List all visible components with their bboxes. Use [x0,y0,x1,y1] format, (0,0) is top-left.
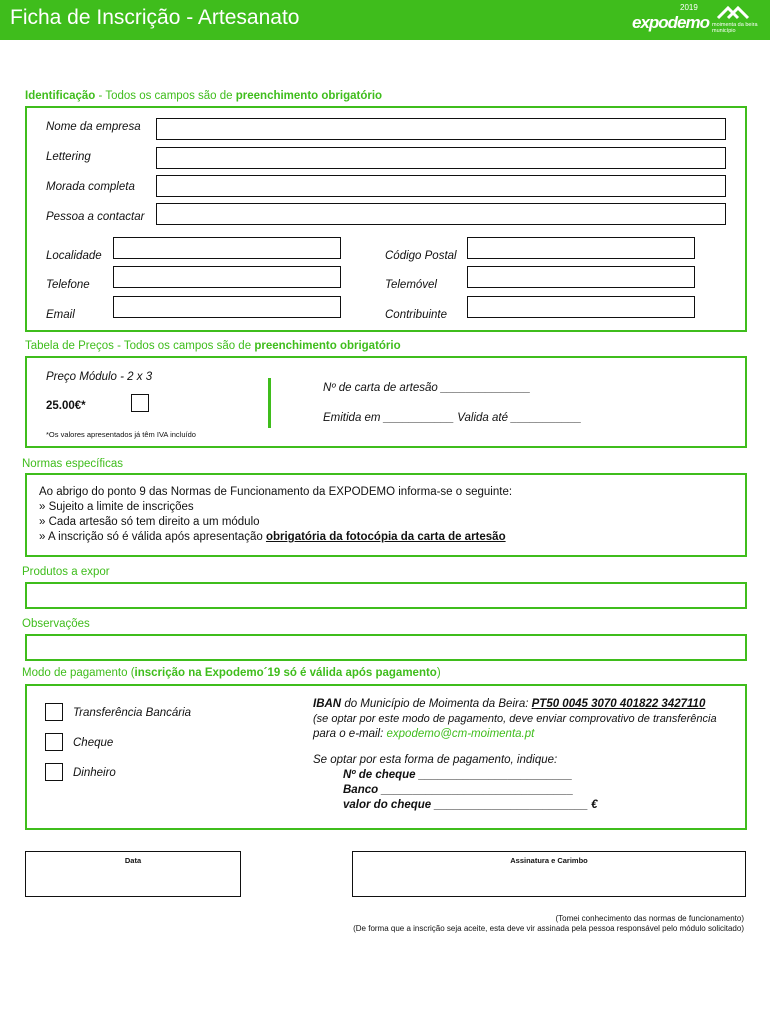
dinheiro-checkbox[interactable] [45,763,63,781]
label-telefone: Telefone [46,279,90,291]
expodemo-logo [632,3,710,38]
logo-year: 2019 [680,3,698,12]
label-codigo-postal: Código Postal [385,250,457,262]
logo-partner: moimenta da beira município [712,22,758,34]
cheque-label: Cheque [73,737,114,749]
label-lettering: Lettering [46,151,91,163]
localidade-field[interactable] [113,237,341,259]
email-line: para o e-mail: expodemo@cm-moimenta.pt [313,728,535,740]
payment-details [313,697,743,813]
transfer-note: (se optar por este modo de pagamento, deve enviar comprovativo de transferência [313,713,717,725]
emitida-label: Emitida em ___________ Valida até ___________ [323,412,582,424]
municipio-logo [708,4,764,38]
contribuinte-field[interactable] [467,296,695,318]
label-telemovel: Telemóvel [385,279,437,291]
dinheiro-label: Dinheiro [73,767,116,779]
normas-item-1: » Sujeito a limite de inscrições [39,501,194,513]
transferencia-checkbox[interactable] [45,703,63,721]
banco-line: Banco ______________________________ [343,784,574,796]
precos-divider [268,378,271,428]
transferencia-label: Transferência Bancária [73,707,192,719]
lettering-field[interactable] [156,147,726,169]
label-nome-empresa: Nome da empresa [46,121,141,133]
morada-field[interactable] [156,175,726,197]
nome-empresa-field[interactable] [156,118,726,140]
footer-line-1: (Tomei conhecimento das normas de funcionamento) [555,914,744,923]
observacoes-field[interactable] [25,634,747,661]
observacoes-title: Observações [22,618,90,630]
label-contribuinte: Contribuinte [385,309,448,321]
carta-artesao-label: Nº de carta de artesão ______________ [323,382,531,394]
email-link[interactable]: expodemo@cm-moimenta.pt [386,728,535,740]
codigo-postal-field[interactable] [467,237,695,259]
normas-title: Normas específicas [22,458,123,470]
assinatura-label: Assinatura e Carimbo [510,856,588,865]
page-header [0,0,770,40]
normas-item-3: » A inscrição só é válida após apresentação obrigatória da fotocópia da carta de artesão [39,531,506,543]
cheque-num-line: Nº de cheque ________________________ [343,769,573,781]
label-pessoa: Pessoa a contactar [46,211,145,223]
normas-text [39,485,729,545]
assinatura-box[interactable] [352,851,746,897]
cheque-intro: Se optar por esta forma de pagamento, indique: [313,754,558,766]
label-localidade: Localidade [46,250,102,262]
valor-line: valor do cheque ________________________ € [343,799,598,811]
label-morada: Morada completa [46,181,135,193]
iban-line: IBAN do Município de Moimenta da Beira: PT50 0045 3070 401822 3427110 [313,698,706,710]
price-value: 25.00€* [46,400,86,412]
municipio-emblem-icon [708,4,764,22]
telefone-field[interactable] [113,266,341,288]
label-email: Email [46,309,75,321]
page-title: Ficha de Inscrição - Artesanato [10,6,300,29]
logo-name: expodemo [632,13,710,32]
price-checkbox[interactable] [131,394,149,412]
footer-line-2: (De forma que a inscrição seja aceite, esta deve vir assinada pela pessoa responsável pelo módulo solicitado) [353,924,744,933]
pagamento-title: Modo de pagamento (inscrição na Expodemo´19 só é válida após pagamento) [22,667,441,679]
iva-footnote: *Os valores apresentados já têm IVA incluído [46,430,196,439]
produtos-title: Produtos a expor [22,566,110,578]
pessoa-field[interactable] [156,203,726,225]
data-box[interactable] [25,851,241,897]
iban-value: PT50 0045 3070 401822 3427110 [531,698,706,710]
normas-intro: Ao abrigo do ponto 9 das Normas de Funcionamento da EXPODEMO informa-se o seguinte: [39,486,513,498]
precos-title: Tabela de Preços - Todos os campos são de preenchimento obrigatório [25,340,401,352]
normas-item-2: » Cada artesão só tem direito a um módulo [39,516,260,528]
telemovel-field[interactable] [467,266,695,288]
preco-modulo-label: Preço Módulo - 2 x 3 [46,371,153,383]
data-label: Data [124,856,142,865]
produtos-field[interactable] [25,582,747,609]
email-field[interactable] [113,296,341,318]
identificacao-title: Identificação - Todos os campos são de preenchimento obrigatório [25,90,383,102]
cheque-checkbox[interactable] [45,733,63,751]
